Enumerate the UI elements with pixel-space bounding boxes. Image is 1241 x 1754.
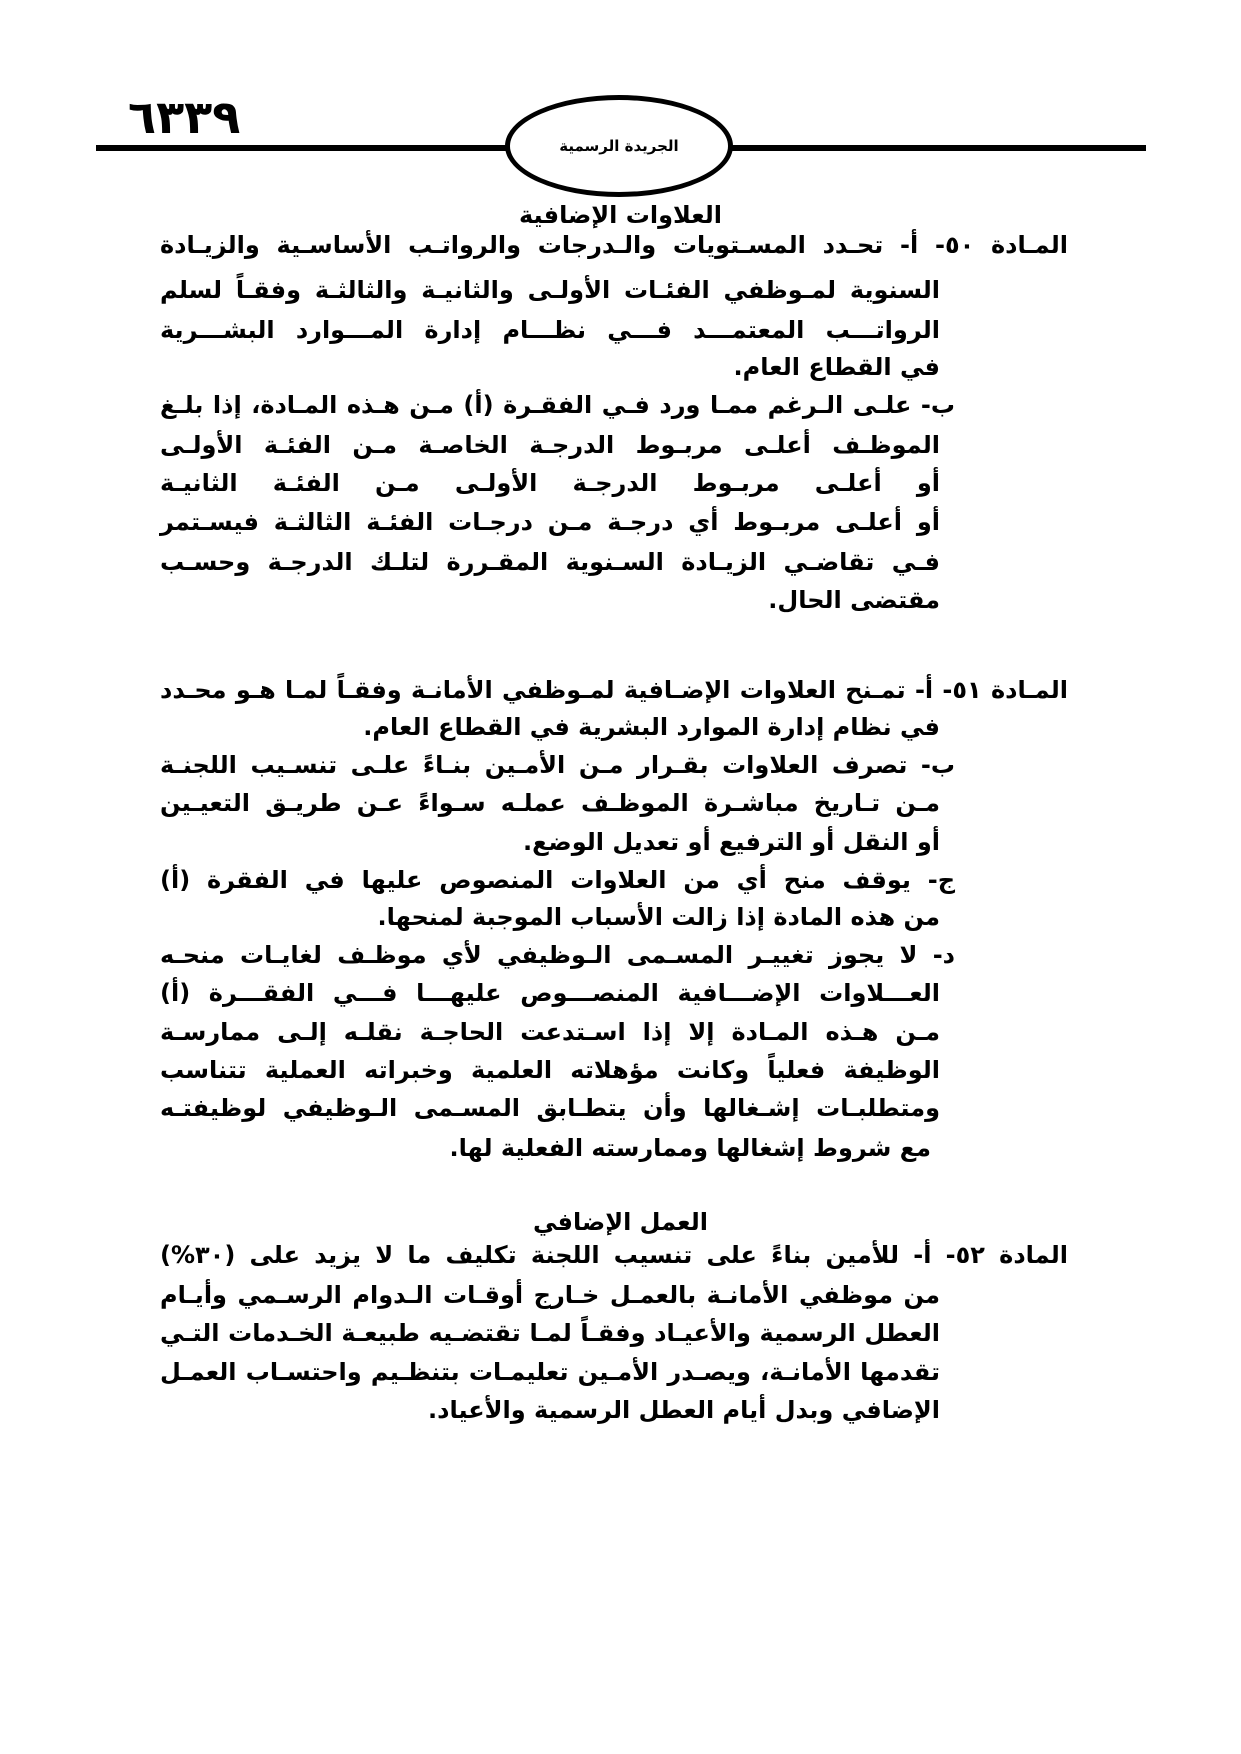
article-51-line: العـــلاوات الإضـــافية المنصـــوص عليهـــا فـــي الفقـــرة (أ): [160, 979, 940, 1007]
article-50-line: ب- علـى الـرغم ممـا ورد فـي الفقـرة (أ) مـن هـذه المـادة، إذا بلـغ: [160, 391, 955, 419]
article-51-line: المـادة ٥١- أ- تمـنح العلاوات الإضـافية لمـوظفي الأمانـة وفقـاً لمـا هـو محـدد: [160, 676, 1069, 704]
publication-name: الجريدة الرسمية: [559, 137, 679, 155]
article-51-line: من هذه المادة إذا زالت الأسباب الموجبة لمنحها.: [377, 903, 940, 931]
article-52-line: العطل الرسمية والأعيـاد وفقـاً لمـا تقتضـيه طبيعـة الخـدمات التـي: [160, 1319, 940, 1347]
article-51-line: مـن تـاريخ مباشـرة الموظـف عملـه سـواءً عـن طريـق التعيـين: [160, 789, 940, 817]
article-51-line: ج- يوقف منح أي من العلاوات المنصوص عليها في الفقرة (أ): [160, 866, 955, 894]
article-50-line: السنوية لمـوظفي الفئـات الأولـى والثانيـة والثالثـة وفقـاً لسلم: [160, 276, 940, 304]
article-50-line: فـي تقاضـي الزيـادة السـنوية المقـررة لتلـك الدرجـة وحسـب: [160, 548, 940, 576]
article-50-line: المـادة ٥٠- أ- تحـدد المسـتويات والـدرجات والرواتـب الأساسـية والزيـادة: [160, 231, 1068, 259]
article-51-line: ومتطلبـات إشـغالها وأن يتطـابق المسـمى الـوظيفي لوظيفتـه: [160, 1094, 940, 1122]
article-52-line: الإضافي وبدل أيام العطل الرسمية والأعياد.: [428, 1396, 940, 1424]
article-50-line: أو أعلـى مربـوط أي درجـة مـن درجـات الفئـة الثالثـة فيسـتمر: [160, 508, 940, 536]
section-title: العلاوات الإضافية: [519, 201, 722, 229]
article-50-line: في القطاع العام.: [733, 353, 940, 381]
article-51-line: ب- تصرف العلاوات بقـرار مـن الأمـين بنـاءً علـى تنسـيب اللجنـة: [160, 751, 955, 779]
article-51-line: مـن هـذه المـادة إلا إذا اسـتدعت الحاجـة نقلـه إلـى ممارسـة: [160, 1018, 940, 1046]
article-51-line: د- لا يجوز تغييـر المسـمى الـوظيفي لأي موظـف لغايـات منحـه: [160, 941, 955, 969]
article-51-line: الوظيفة فعلياً وكانت مؤهلاته العلمية وخبراته العملية تتناسب: [160, 1056, 940, 1084]
article-50-line: أو أعلـى مربـوط الدرجـة الأولـى مـن الفئـة الثانيـة: [160, 469, 940, 497]
article-50-line: الموظـف أعلـى مربـوط الدرجـة الخاصـة مـن الفئـة الأولـى: [160, 431, 940, 459]
article-51-line: مع شروط إشغالها وممارسته الفعلية لها.: [449, 1134, 931, 1162]
article-52-line: من موظفي الأمانـة بالعمـل خـارج أوقـات الـدوام الرسـمي وأيـام: [160, 1281, 940, 1309]
page-number: ٦٣٣٩: [128, 90, 241, 144]
article-52-line: المادة ٥٢- أ- للأمين بناءً على تنسيب اللجنة تكليف ما لا يزيد على (٣٠%): [160, 1241, 1068, 1269]
article-52-line: تقدمها الأمانـة، ويصـدر الأمـين تعليمـات بتنظـيم واحتسـاب العمـل: [160, 1358, 940, 1386]
article-51-line: أو النقل أو الترفيع أو تعديل الوضع.: [522, 828, 940, 856]
article-50-line: مقتضى الحال.: [768, 586, 940, 614]
section-title: العمل الإضافي: [533, 1208, 708, 1236]
article-51-line: في نظام إدارة الموارد البشرية في القطاع العام.: [363, 713, 940, 741]
article-50-line: الرواتـــب المعتمـــد فـــي نظـــام إدارة المـــوارد البشـــرية: [160, 316, 940, 344]
gazette-seal: [505, 95, 733, 197]
